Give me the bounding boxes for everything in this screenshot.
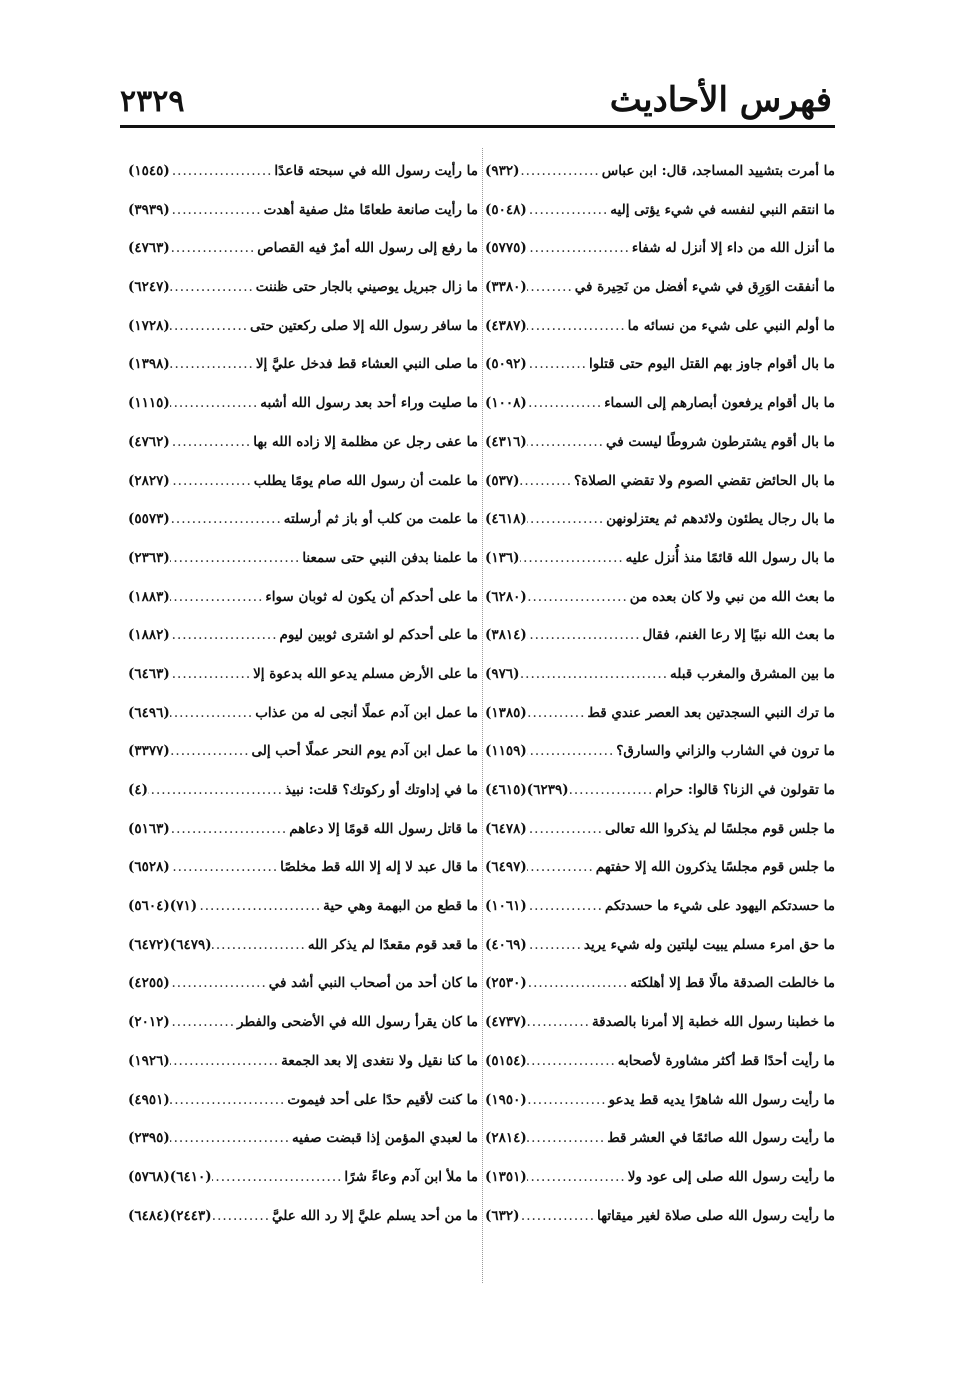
- dot-leader: [170, 694, 255, 733]
- entry-reference-number: (٢٤٤٣)(٦٤٨٤): [128, 1207, 212, 1224]
- entry-reference-number: (١٠٦١): [485, 898, 527, 915]
- index-entry: [485, 1158, 835, 1197]
- index-entry: [128, 1197, 478, 1236]
- entry-text: ما رأيت رسول الله صائمًا في العشر قط: [607, 1130, 835, 1147]
- entry-reference-number: (٤٠٦٩): [485, 936, 527, 953]
- entry-text: ما خالطت الصدقة مالًا قط إلا أهلكته: [630, 975, 835, 992]
- entry-text: ما بين المشرق والمغرب قبله: [670, 665, 835, 682]
- entry-reference-number: (٤٢٥٥): [128, 975, 170, 992]
- dot-leader: [170, 732, 252, 771]
- entry-text: ما كنت لأقيم حدًا على أحد فيموت: [287, 1091, 478, 1108]
- entry-reference-number: (٢٣٩٥): [128, 1130, 170, 1147]
- entry-text: ما كنا نقيل ولا نتغدى إلا بعد الجمعة: [281, 1052, 478, 1069]
- entry-text: ما على الأرض مسلم يدعو الله بدعوة إلا: [253, 665, 478, 682]
- entry-text: ما بال أقوام يرفعون أبصارهم إلى السماء: [604, 395, 835, 412]
- dot-leader: [170, 1003, 237, 1042]
- dot-leader: [527, 848, 596, 887]
- index-entry: [485, 1197, 835, 1236]
- dot-leader: [527, 694, 588, 733]
- dot-leader: [527, 423, 606, 462]
- index-entry: [128, 268, 478, 307]
- entry-text: ما علمنا بدفن النبي حتى سمعنا: [302, 549, 478, 566]
- dot-leader: [527, 307, 628, 346]
- entry-reference-number: (٦٤٧٨): [485, 820, 527, 837]
- entry-text: ما أنفقت الوَرِق في شيء أفضل من نَحِيرة في: [574, 279, 835, 296]
- entry-text: ما عمل ابن آدم يوم النحر عملًا أحب إلى: [251, 743, 478, 760]
- entry-reference-number: (٥٥٧٣): [128, 511, 170, 528]
- entry-reference-number: (٦٢٤٧): [128, 279, 170, 296]
- entry-text: ما رأيت رسول الله في سبحته قاعدًا: [274, 163, 478, 179]
- entry-text: ما جلس قوم مجلسًا يذكرون الله إلا حفتهم: [595, 859, 835, 876]
- dot-leader: [527, 964, 631, 1003]
- index-entry: [128, 694, 478, 733]
- index-entry: [485, 810, 835, 849]
- entry-text: ما رأيت رسول الله صلى إلى عود ولا: [627, 1168, 835, 1185]
- entry-text: ما عمل ابن آدم عملًا أنجى له من عذاب: [255, 704, 478, 721]
- entry-text: ما من أحد يسلم عليَّ إلا رد الله عليَّ: [272, 1207, 478, 1224]
- entry-text: ما قاتل رسول الله قومًا إلا دعاهم: [289, 820, 478, 837]
- dot-leader: [170, 1119, 292, 1158]
- entry-text: ما زال جبريل يوصيني بالجار حتى ظننت: [255, 279, 478, 296]
- entry-reference-number: (٢٥٣٠): [485, 975, 527, 992]
- index-entry: [485, 887, 835, 926]
- entry-reference-number: (٥٠٩٢): [485, 356, 527, 373]
- index-entry: [485, 345, 835, 384]
- entry-reference-number: (٥٠٤٨): [485, 201, 527, 218]
- dot-leader: [527, 926, 584, 965]
- column-divider: [482, 148, 483, 1283]
- index-entry: [128, 539, 478, 578]
- entry-text: ما تقولون في الزنا؟ قالوا: حرام: [655, 782, 835, 798]
- dot-leader: [170, 1042, 281, 1081]
- entry-reference-number: (٦٤٩٦): [128, 704, 170, 721]
- entry-text: ما ترك النبي السجدتين بعد العصر عندي قط: [587, 704, 835, 721]
- entry-reference-number: (١٥٤٥): [128, 163, 170, 179]
- entry-reference-number: (٦٢٣٩)(٤٦١٥): [485, 782, 569, 798]
- entry-reference-number: (١٨٨٢): [128, 627, 170, 644]
- index-entry: [128, 926, 478, 965]
- entry-text: ما بعث الله من نبي ولا كان بعده من: [629, 588, 835, 605]
- dot-leader: [527, 1042, 618, 1081]
- index-entry: [485, 268, 835, 307]
- dot-leader: [170, 152, 275, 191]
- entry-reference-number: (٤٧٣٧): [485, 1014, 527, 1031]
- entry-text: ما أولم النبي على شيء من نسائه ما: [627, 317, 835, 334]
- entry-reference-number: (٦٤٧٩)(٦٤٧٢): [128, 936, 212, 953]
- dot-leader: [520, 462, 574, 501]
- entry-reference-number: (١٧٢٨): [128, 317, 170, 334]
- entry-reference-number: (١٣٦): [485, 549, 520, 566]
- index-entry: [128, 423, 478, 462]
- entry-reference-number: (٢٨١٤): [485, 1130, 527, 1147]
- index-entry: [128, 616, 478, 655]
- entry-text: ما بال أقوام جاوز بهم القتل اليوم حتى قتلوا: [588, 356, 835, 373]
- entry-reference-number: (٦٤٩٧): [485, 859, 527, 876]
- dot-leader: [527, 1119, 607, 1158]
- entry-text: ما كان أحد من أصحاب النبي أشد في: [268, 975, 478, 992]
- index-entry: [485, 964, 835, 1003]
- entry-reference-number: (١٠٠٨): [485, 395, 527, 412]
- entry-text: ما بال رجال يطئون ولائدهم ثم يعتزلونهن: [606, 511, 835, 528]
- entry-text: ما على أحدكم أن يكون له ثوبان سواء: [265, 588, 478, 605]
- dot-leader: [520, 152, 602, 191]
- index-entry: [128, 462, 478, 501]
- entry-text: ما جلس قوم مجلسًا لم يذكروا الله تعالى: [604, 820, 835, 837]
- index-entry: [128, 771, 478, 810]
- index-entry: [128, 810, 478, 849]
- dot-leader: [170, 578, 266, 617]
- index-entry: [485, 1081, 835, 1120]
- index-entry: [485, 462, 835, 501]
- entry-reference-number: (٤٧٦٢): [128, 433, 170, 450]
- dot-leader: [170, 384, 260, 423]
- index-entry: [128, 307, 478, 346]
- entry-text: ما ملأ ابن آدم وعاءً شرًا: [344, 1168, 478, 1185]
- entry-reference-number: (٦٥٢٨): [128, 859, 170, 876]
- index-entry: [485, 732, 835, 771]
- entry-text: ما رفع إلى رسول الله أمرٌ فيه القصاص: [257, 240, 478, 257]
- index-entry: [128, 732, 478, 771]
- dot-leader: [527, 732, 616, 771]
- left-column: [128, 152, 478, 1235]
- entry-reference-number: (٣٣٧٧): [128, 743, 170, 760]
- index-entry: [485, 694, 835, 733]
- entry-text: ما ترون في الشارب والزاني والسارق؟: [616, 743, 835, 760]
- entry-text: ما رأيت صانعة طعامًا مثل صفية أهدت: [263, 201, 478, 218]
- entry-reference-number: (١٨٨٣): [128, 588, 170, 605]
- entry-reference-number: (٦٤١٠)(٥٧٦٨): [128, 1168, 212, 1185]
- dot-leader: [527, 616, 643, 655]
- entry-text: ما على أحدكم لو اشترى ثوبين ليوم: [279, 627, 478, 644]
- index-entry: [128, 1003, 478, 1042]
- dot-leader: [170, 307, 250, 346]
- entry-text: ما صلى النبي العشاء قط فدخل عليَّ إلا: [255, 356, 478, 373]
- index-entry: [485, 423, 835, 462]
- index-entry: [485, 539, 835, 578]
- index-entry: [485, 307, 835, 346]
- index-entry: [485, 229, 835, 268]
- entry-text: ما أمرت بتشييد المساجد، قال: ابن عباس: [601, 163, 835, 179]
- entry-reference-number: (٣٩٣٩): [128, 201, 170, 218]
- dot-leader: [170, 964, 269, 1003]
- dot-leader: [212, 1158, 345, 1197]
- entry-reference-number: (٩٣٢): [485, 163, 520, 179]
- entry-text: ما رأيت رسول الله صلى صلاة لغير ميقاتها: [597, 1207, 835, 1224]
- entry-text: ما حق امرء مسلم يبيت ليلتين وله شيء يريد: [583, 936, 835, 953]
- page-title: فهرس الأحاديث: [609, 80, 832, 120]
- entry-reference-number: (٣٣٨٠): [485, 279, 527, 296]
- page-header: [120, 70, 832, 128]
- dot-leader: [527, 1081, 609, 1120]
- dot-leader: [527, 268, 575, 307]
- entry-reference-number: (٣٨١٤): [485, 627, 527, 644]
- index-entry: [128, 578, 478, 617]
- index-entry: [128, 345, 478, 384]
- index-entry: [128, 229, 478, 268]
- index-entry: [485, 384, 835, 423]
- header-rule: [120, 125, 835, 128]
- entry-text: ما قال عبد لا إله إلا الله قط مخلصًا: [280, 859, 478, 876]
- dot-leader: [170, 500, 284, 539]
- dot-leader: [520, 655, 670, 694]
- dot-leader: [170, 268, 256, 307]
- entry-text: ما رأيت أحدًا قط أكثر مشاورة لأصحابه: [617, 1052, 835, 1069]
- dot-leader: [170, 345, 256, 384]
- dot-leader: [170, 655, 253, 694]
- entry-text: ما كان يقرأ رسول الله في الأضحى والفطر: [237, 1014, 478, 1031]
- index-entry: [128, 655, 478, 694]
- dot-leader: [170, 848, 280, 887]
- index-entry: [485, 1003, 835, 1042]
- entry-text: ما في إداوتك أو ركوتك؟ قلت: نبيذ: [284, 782, 478, 798]
- index-entry: [128, 152, 478, 191]
- entry-reference-number: (١٩٢٦): [128, 1052, 170, 1069]
- dot-leader: [170, 462, 254, 501]
- dot-leader: [527, 1003, 592, 1042]
- entry-reference-number: (٦٢٨٠): [485, 588, 527, 605]
- index-entry: [485, 655, 835, 694]
- entry-text: ما علمت من كلب أو باز ثم أرسلته: [283, 511, 478, 528]
- entry-reference-number: (٥٣٧): [485, 472, 520, 489]
- index-entry: [485, 1042, 835, 1081]
- entry-reference-number: (٤٦١٨): [485, 511, 527, 528]
- dot-leader: [170, 1081, 288, 1120]
- entry-reference-number: (٤٣٨٧): [485, 317, 527, 334]
- dot-leader: [170, 423, 253, 462]
- index-entry: [128, 191, 478, 230]
- entry-reference-number: (١١٥٩): [485, 743, 527, 760]
- entry-text: ما بال الحائض تقضي الصوم ولا تقضي الصلاة؟: [574, 472, 835, 489]
- entry-text: ما علمت أن رسول الله صام يومًا يطلب: [253, 472, 478, 489]
- index-entry: [485, 616, 835, 655]
- index-entry: [485, 848, 835, 887]
- entry-reference-number: (٥٧٧٥): [485, 240, 527, 257]
- entry-text: ما خطبنا رسول الله خطبة إلا أمرنا بالصدقة: [591, 1014, 835, 1031]
- entry-text: ما حسدتكم اليهود على شيء ما حسدتكم: [604, 898, 835, 915]
- entry-reference-number: (٥١٥٤): [485, 1052, 527, 1069]
- entry-text: ما بعث الله نبيًا إلا رعا الغنم، فقال: [642, 627, 835, 644]
- entry-reference-number: (٧١)(٥٦٠٤): [128, 898, 198, 915]
- index-entry: [485, 500, 835, 539]
- entry-reference-number: (١٣٥١): [485, 1168, 527, 1185]
- index-entry: [128, 384, 478, 423]
- dot-leader: [212, 1197, 272, 1236]
- dot-leader: [212, 926, 308, 965]
- dot-leader: [569, 771, 656, 810]
- index-entry: [485, 578, 835, 617]
- entry-reference-number: (٢٣٦٣): [128, 549, 170, 566]
- entry-reference-number: (٢٨٢٧): [128, 472, 170, 489]
- entry-reference-number: (٤٩٥١): [128, 1091, 170, 1108]
- dot-leader: [527, 191, 610, 230]
- entry-text: ما لعبدي المؤمن إذا قبضت صفيه: [292, 1130, 478, 1147]
- entry-reference-number: (٩٧٦): [485, 665, 520, 682]
- index-entry: [128, 887, 478, 926]
- dot-leader: [527, 345, 589, 384]
- index-entry: [128, 1042, 478, 1081]
- entry-text: ما انتقم النبي لنفسه في شيء يؤتى إليه: [610, 201, 835, 218]
- dot-leader: [170, 229, 257, 268]
- entry-text: ما قطع من البهمة وهي حية: [323, 898, 478, 915]
- dot-leader: [527, 500, 606, 539]
- dot-leader: [520, 1197, 597, 1236]
- entry-reference-number: (١٣٩٨): [128, 356, 170, 373]
- index-entry: [485, 152, 835, 191]
- dot-leader: [527, 1158, 628, 1197]
- dot-leader: [170, 616, 280, 655]
- entry-reference-number: (٤٣١٦): [485, 433, 527, 450]
- index-entry: [128, 964, 478, 1003]
- entry-text: ما رأيت رسول الله شاهرًا يديه قط يدعو: [608, 1091, 835, 1108]
- dot-leader: [527, 810, 605, 849]
- index-entry: [485, 1119, 835, 1158]
- entry-text: ما صليت وراء أحد بعد رسول الله أشبه: [260, 395, 478, 412]
- entry-reference-number: (١٣٨٥): [485, 704, 527, 721]
- dot-leader: [527, 578, 630, 617]
- dot-leader: [520, 539, 626, 578]
- dot-leader: [527, 229, 632, 268]
- entry-reference-number: (٥١٦٣): [128, 820, 170, 837]
- entry-reference-number: (٤): [128, 782, 149, 798]
- index-entry: [128, 500, 478, 539]
- entry-text: ما بال أقوم يشترطون شروطًا ليست في: [605, 433, 835, 450]
- index-entry: [128, 1081, 478, 1120]
- dot-leader: [148, 771, 285, 810]
- dot-leader: [170, 810, 289, 849]
- page-number: ٢٣٢٩: [120, 84, 185, 119]
- entry-reference-number: (٢٠١٢): [128, 1014, 170, 1031]
- index-entry: [485, 191, 835, 230]
- dot-leader: [170, 191, 264, 230]
- entry-reference-number: (٦٤٦٣): [128, 665, 170, 682]
- entry-text: ما قعد قوم مقعدًا لم يذكر الله: [307, 936, 478, 953]
- entry-text: ما بال رسول الله قائمًا منذ أُنزل عليه: [625, 549, 835, 566]
- index-entry: [128, 1158, 478, 1197]
- index-entry: [128, 848, 478, 887]
- entry-text: ما عفى رجل عن مظلمة إلا زاده الله بها: [253, 433, 478, 450]
- entry-reference-number: (٦٣٢): [485, 1207, 520, 1224]
- dot-leader: [170, 539, 303, 578]
- dot-leader: [527, 887, 605, 926]
- index-entry: [485, 771, 835, 810]
- entry-text: ما أنزل الله من داء إلا أنزل له شفاء: [631, 240, 835, 257]
- index-entry: [128, 1119, 478, 1158]
- dot-leader: [197, 887, 323, 926]
- entry-text: ما سافر رسول الله إلا صلى ركعتين حتى: [250, 317, 478, 334]
- entry-reference-number: (١١١٥): [128, 395, 170, 412]
- dot-leader: [527, 384, 604, 423]
- index-entry: [485, 926, 835, 965]
- entry-reference-number: (١٩٥٠): [485, 1091, 527, 1108]
- right-column: [485, 152, 835, 1235]
- entry-reference-number: (٤٧٦٣): [128, 240, 170, 257]
